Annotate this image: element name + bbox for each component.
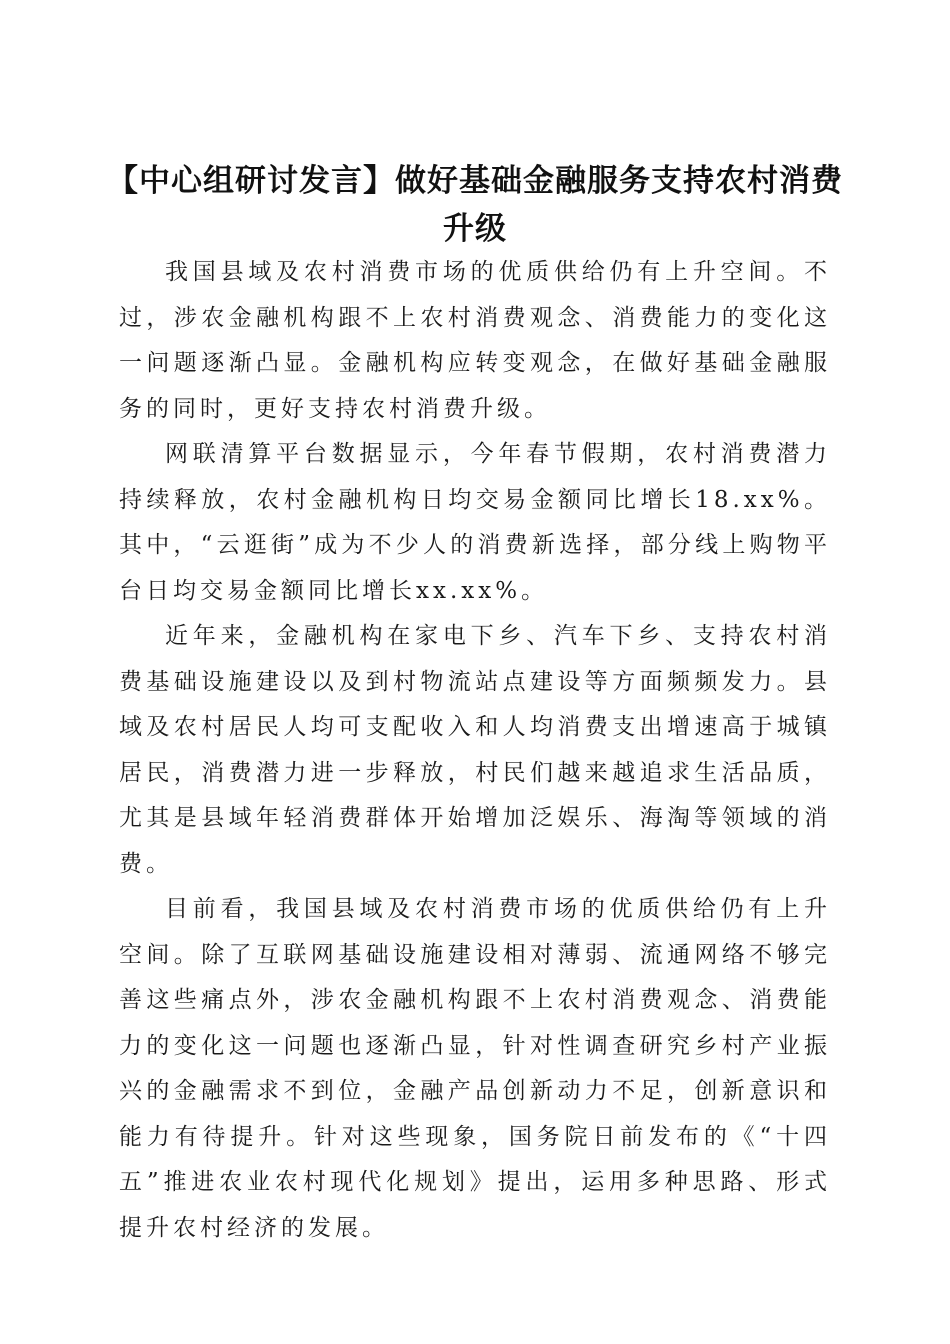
paragraph: 目前看，我国县域及农村消费市场的优质供给仍有上升空间。除了互联网基础设施建设相对薄弱、流通网络不够完善这些痛点外，涉农金融机构跟不上农村消费观念、消费能力的变化这一问题也逐渐凸显，针对性调查研究乡村产业振兴的金融需求不到位，金融产品创新动力不足，创新意识和能力有待提升。针对这些现象，国务院日前发布的《“十四五”推进农业农村现代化规划》提出，运用多种思路、形式提升农村经济的发展。: [119, 896, 831, 1241]
paragraph: 网联清算平台数据显示，今年春节假期，农村消费潜力持续释放，农村金融机构日均交易金额同比增长18.xx%。其中，“云逛街”成为不少人的消费新选择，部分线上购物平台日均交易金额同比增长xx.xx%。: [119, 441, 831, 604]
paragraph: 近年来，金融机构在家电下乡、汽车下乡、支持农村消费基础设施建设以及到村物流站点建设等方面频频发力。县域及农村居民人均可支配收入和人均消费支出增速高于城镇居民，消费潜力进一步释放，村民们越来越追求生活品质，尤其是县域年轻消费群体开始增加泛娱乐、海淘等领域的消费。: [119, 623, 831, 877]
document-body: [119, 250, 831, 1251]
paragraph: 我国县域及农村消费市场的优质供给仍有上升空间。不过，涉农金融机构跟不上农村消费观念、消费能力的变化这一问题逐渐凸显。金融机构应转变观念，在做好基础金融服务的同时，更好支持农村消费升级。: [119, 259, 831, 422]
document-title: 【中心组研讨发言】做好基础金融服务支持农村消费升级: [107, 162, 843, 247]
